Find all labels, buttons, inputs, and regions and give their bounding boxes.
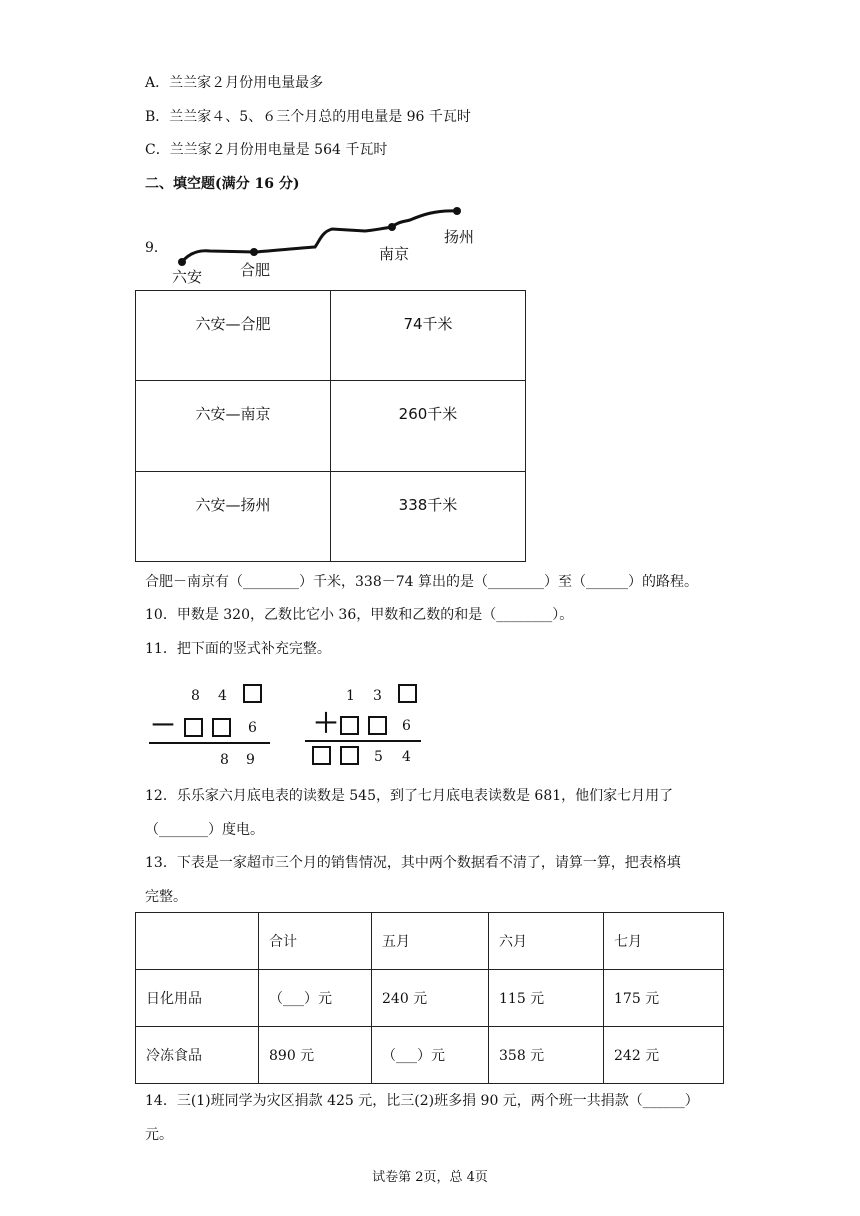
yangzhou-dot	[453, 207, 461, 215]
option-a: A．兰兰家２月份用电量最多	[145, 75, 324, 91]
nanjing-dot	[388, 223, 396, 231]
add-blank-box[interactable]	[368, 716, 387, 735]
sub-blank-box[interactable]	[243, 684, 262, 703]
add-top-digit-2: 3	[373, 688, 382, 704]
route-cell: 六安—南京	[136, 381, 331, 471]
q14-line2: 元。	[145, 1127, 173, 1143]
sub-top-digit-2: 4	[218, 688, 227, 704]
header-cell	[136, 913, 259, 970]
table-cell: 115 元	[489, 970, 604, 1027]
table-row	[136, 1027, 724, 1084]
option-c: C．兰兰家２月份用电量是 564 千瓦时	[145, 142, 388, 158]
liuan-dot	[178, 258, 186, 266]
q12-line1: 12．乐乐家六月底电表的读数是 545，到了七月底电表读数是 681，他们家七月用了	[145, 788, 674, 804]
add-result-digit-1: 5	[374, 749, 383, 765]
add-top-digit-1: 1	[346, 688, 355, 704]
sub-blank-box[interactable]	[184, 718, 203, 737]
add-blank-box[interactable]	[340, 746, 359, 765]
add-rule	[305, 740, 421, 742]
distance-table	[135, 290, 526, 562]
table-cell: 242 元	[604, 1027, 724, 1084]
header-cell: 七月	[604, 913, 724, 970]
q11-text: 11．把下面的竖式补充完整。	[145, 641, 331, 657]
table-cell: 240 元	[372, 970, 489, 1027]
map-label-liuan: 六安	[172, 268, 203, 286]
table-row	[136, 970, 724, 1027]
sub-result-digit-2: 9	[246, 752, 255, 768]
table-cell: 175 元	[604, 970, 724, 1027]
row-label-cell: 日化用品	[136, 970, 259, 1027]
header-cell: 六月	[489, 913, 604, 970]
q10-text: 10．甲数是 320，乙数比它小 36，甲数和乙数的和是（________）。	[145, 607, 574, 623]
add-blank-box[interactable]	[312, 746, 331, 765]
add-result-digit-2: 4	[402, 749, 411, 765]
q9-text: 合肥－南京有（________）千米，338－74 算出的是（________）至（______）的路程。	[145, 574, 698, 590]
q12-line2: （_______）度电。	[145, 822, 264, 838]
sub-top-digit-1: 8	[191, 688, 200, 704]
map-label-yangzhou: 扬州	[444, 228, 475, 246]
distance-cell: 74千米	[331, 291, 526, 381]
row-label-cell: 冷冻食品	[136, 1027, 259, 1084]
route-cell: 六安—合肥	[136, 291, 331, 381]
route-cell: 六安—扬州	[136, 471, 331, 561]
route-map	[160, 200, 500, 290]
map-label-nanjing: 南京	[379, 245, 410, 263]
sub-result-digit-1: 8	[220, 752, 229, 768]
q13-line1: 13．下表是一家超市三个月的销售情况，其中两个数据看不清了，请算一算，把表格填	[145, 855, 681, 871]
table-cell: 358 元	[489, 1027, 604, 1084]
section-title: 二、填空题(满分 16 分)	[145, 176, 300, 192]
distance-cell: 260千米	[331, 381, 526, 471]
add-blank-box[interactable]	[340, 716, 359, 735]
page-footer: 试卷第 2页，总 4页	[372, 1170, 488, 1185]
minus-sign: －	[150, 711, 177, 741]
q14-line1: 14．三(1)班同学为灾区捐款 425 元，比三(2)班多捐 90 元，两个班一共捐款（______）	[145, 1093, 699, 1109]
add-mid-digit: 6	[402, 718, 411, 734]
sub-rule	[149, 742, 270, 744]
option-b: B．兰兰家４、5、６三个月总的用电量是 96 千瓦时	[145, 109, 471, 125]
table-header-row	[136, 913, 724, 970]
hefei-dot	[250, 248, 258, 256]
header-cell: 五月	[372, 913, 489, 970]
q9-number: 9．	[145, 240, 168, 256]
table-row	[136, 471, 526, 561]
map-label-hefei: 合肥	[240, 261, 271, 279]
table-row	[136, 291, 526, 381]
answer-blank-cell[interactable]: （___）元	[259, 970, 372, 1027]
sub-blank-box[interactable]	[212, 718, 231, 737]
sales-table	[135, 912, 724, 1084]
answer-blank-cell[interactable]: （___）元	[372, 1027, 489, 1084]
distance-cell: 338千米	[331, 471, 526, 561]
sub-mid-digit: 6	[248, 720, 257, 736]
add-blank-box[interactable]	[398, 684, 417, 703]
q13-line2: 完整。	[145, 889, 187, 905]
table-row	[136, 381, 526, 471]
header-cell: 合计	[259, 913, 372, 970]
table-cell: 890 元	[259, 1027, 372, 1084]
plus-sign: ＋	[313, 709, 340, 739]
